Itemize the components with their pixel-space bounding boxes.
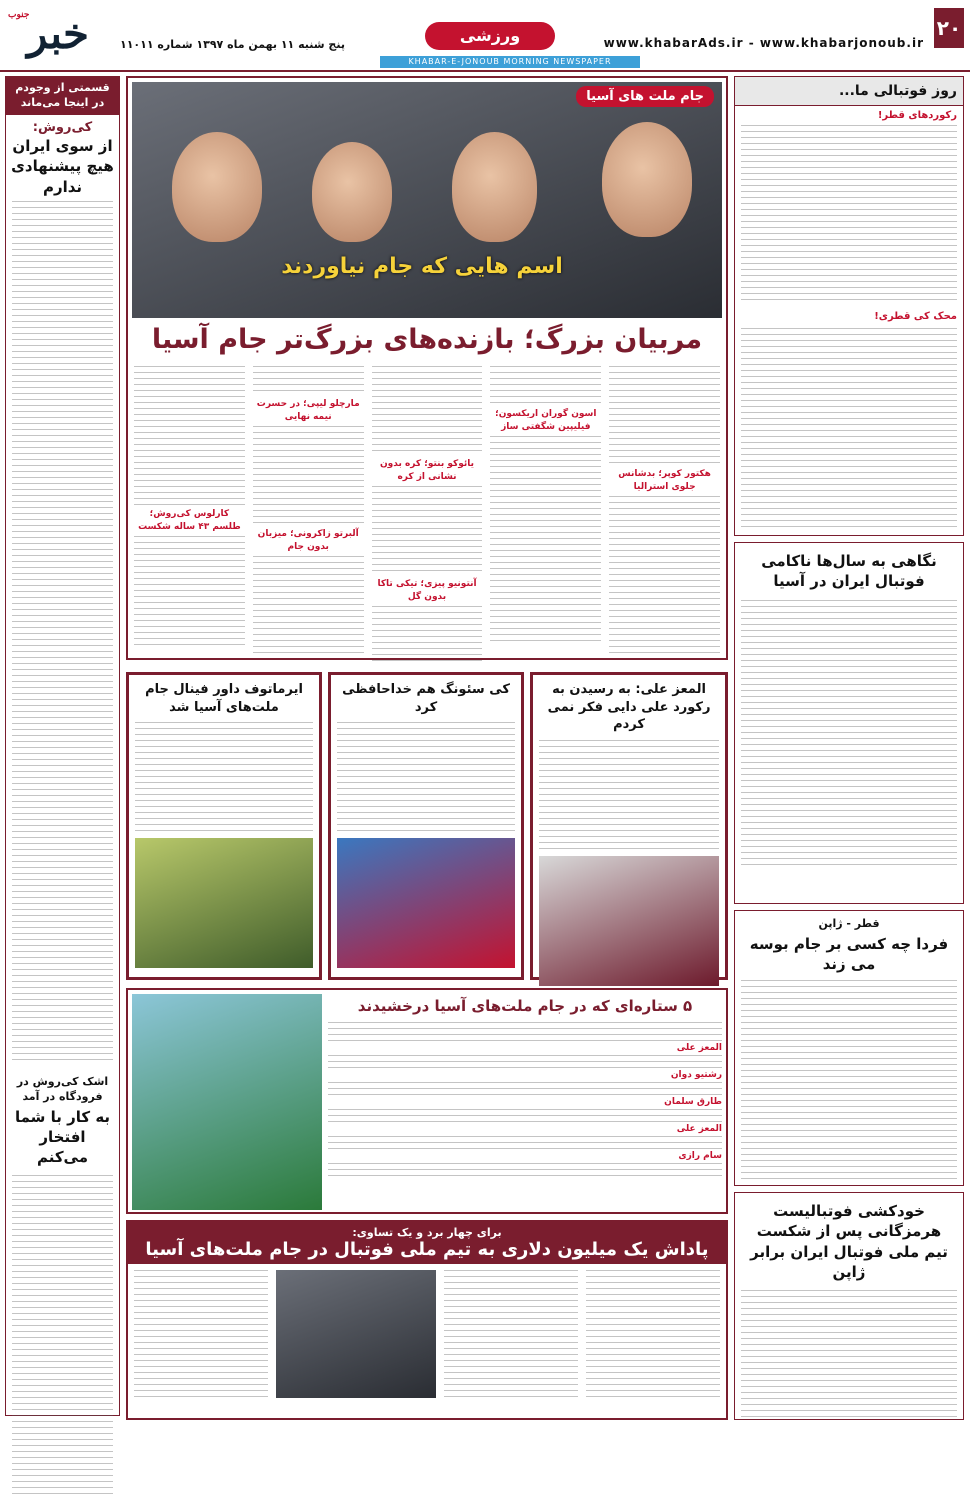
right-top-article [734, 76, 964, 536]
issue-date: پنج شنبه ۱۱ بهمن ماه ۱۳۹۷ شماره ۱۱۰۱۱ [120, 38, 345, 51]
left-kicker-2: اشک کی‌روش در فرودگاه در آمد [16, 1074, 109, 1103]
bonus-body [128, 1264, 726, 1404]
cup-badge: جام ملت های آسیا [576, 86, 714, 107]
star-name-2: رشتیو دوان [670, 1070, 722, 1080]
right-bottom-article [734, 1192, 964, 1420]
player-photo-korea [337, 838, 515, 968]
bonus-title: پاداش یک میلیون دلاری به تیم ملی فوتبال در جام ملت‌های آسیا [145, 1239, 709, 1260]
photo-overlay-title: اسم هایی که جام نیاوردند [281, 254, 563, 279]
masthead [0, 0, 970, 72]
main-col-2-text-a [490, 366, 601, 406]
main-col-4-text-a [253, 366, 364, 396]
right-qj-text [741, 980, 957, 1180]
star-name-5: سام رازی [678, 1151, 722, 1161]
subhead-cooper: هکتور کوپر؛ بدشانس جلوی استرالیا [618, 469, 711, 492]
bonus-text-1 [586, 1270, 720, 1398]
bonus-text-3 [134, 1270, 268, 1398]
right-bottom-text [741, 1290, 957, 1420]
left-title-lead: کی‌روش: [32, 119, 93, 135]
star-player-photo [132, 994, 322, 1210]
left-body-text-2 [12, 1175, 113, 1495]
main-col-3-text-b [372, 486, 483, 576]
left-title: از سوی ایران هیچ پیشنهادی ندارم [11, 137, 114, 196]
main-col-5 [134, 366, 245, 654]
main-col-5-text-a [134, 366, 245, 506]
coach-face-3 [452, 132, 537, 242]
subhead-zaccheroni: آلبرتو زاکرونی؛ میزبان بدون جام [257, 529, 359, 552]
bonus-header [128, 1222, 726, 1264]
card-title-almoez: المعز علی: به رسیدن به رکورد علی دایی فکر نمی کردم [547, 682, 711, 733]
subhead-eriksson: اسون گوران اریکسون؛ فیلیپین شگفتی ساز [495, 409, 597, 432]
coach-face-4 [602, 122, 692, 237]
subhead-lippi: مارچلو لیپی؛ در حسرت نیمه نهایی [256, 399, 360, 422]
subhead-queiroz: کارلوس کی‌روش؛ طلسم ۴۳ ساله شکست [138, 509, 241, 532]
main-col-2-text-b [490, 436, 601, 646]
card-ki-sung [328, 672, 524, 980]
card-irmatov [126, 672, 322, 980]
stars-article [126, 988, 728, 1214]
star-text-4 [328, 1136, 722, 1150]
right-qj-title: فردا چه کسی بر جام بوسه می زند [749, 934, 949, 974]
left-column [5, 76, 120, 1416]
star-text-1 [328, 1055, 722, 1069]
main-headline: مربیان بزرگ؛ بازنده‌های بزرگ‌تر جام آسیا [151, 324, 703, 355]
right-mid-title: نگاهی به سال‌ها ناکامی فوتبال ایران در آسیا [761, 552, 937, 591]
newspaper-logo: جنوب خبر [8, 9, 89, 58]
main-col-4 [253, 366, 364, 654]
main-col-1 [609, 366, 720, 654]
card-title-ki-sung: کی سئونگ هم خداحافظی کرد [342, 682, 510, 715]
left-kicker: قسمتی از وجودم در اینجا می‌ماند [6, 77, 119, 115]
main-col-2 [490, 366, 601, 654]
subhead-pizzi: آنتونیو پیزی؛ تیکی تاکا بدون گل [377, 579, 477, 602]
stars-title: ۵ ستاره‌ای که در جام ملت‌های آسیا درخشیدند [357, 997, 693, 1015]
main-col-1-text-a [609, 366, 720, 466]
star-name-4: المعز علی [676, 1124, 722, 1134]
stars-intro-text [328, 1022, 722, 1042]
card-title-irmatov: ایرماتوف داور فینال جام ملت‌های آسیا شد [145, 682, 303, 715]
subhead-bento: یائوکو بنتو؛ کره بدون نشانی از کره [379, 459, 475, 482]
card-text-almoez [539, 740, 719, 850]
stars-body [328, 1022, 722, 1177]
main-body-columns [134, 366, 720, 654]
main-col-5-text-b [134, 536, 245, 646]
right-top-text-2 [741, 328, 957, 528]
logo-sub: جنوب [8, 10, 30, 20]
referee-photo [135, 838, 313, 968]
right-top-sub-1: رکوردهای قطر! [877, 110, 957, 121]
section-label: ورزشی [425, 22, 555, 50]
star-name-3: طارق سلمان [664, 1097, 722, 1107]
right-mid-article [734, 542, 964, 904]
right-top-sub-2: محک کی قطری! [874, 311, 957, 322]
star-name-1: المعز علی [676, 1043, 722, 1053]
left-title-2: به کار با شما افتخار می‌کنم [14, 1107, 111, 1167]
team-photo [276, 1270, 437, 1398]
left-body-text [12, 201, 113, 1061]
card-text-ki-sung [337, 722, 515, 832]
star-text-2 [328, 1082, 722, 1096]
bonus-kicker: برای چهار برد و یک تساوی: [352, 1226, 502, 1239]
right-bottom-title: خودکشی فوتبالیست هرمزگانی پس از شکست تیم ملی فوتبال ایران برابر ژاپن [750, 1202, 948, 1281]
card-text-irmatov [135, 722, 313, 832]
main-article [126, 76, 728, 660]
star-text-5 [328, 1163, 722, 1177]
main-col-4-text-b [253, 426, 364, 526]
main-col-3 [372, 366, 483, 654]
coach-face-1 [172, 132, 262, 242]
coach-face-2 [312, 142, 392, 242]
page-number: ۲۰ [934, 8, 964, 48]
main-photo [132, 82, 722, 318]
bonus-article [126, 1220, 728, 1420]
star-text-3 [328, 1109, 722, 1123]
main-col-4-text-c [253, 556, 364, 656]
right-mid-text [741, 600, 957, 870]
right-qatar-japan-article [734, 910, 964, 1186]
main-col-3-text-c [372, 606, 483, 666]
main-col-1-text-b [609, 496, 720, 656]
right-qj-kicker: قطر - ژاپن [818, 917, 880, 930]
masthead-band: KHABAR-E-JONOUB MORNING NEWSPAPER [380, 56, 640, 68]
site-url[interactable]: www.khabarAds.ir - www.khabarjonoub.ir [603, 36, 924, 50]
card-almoez-ali [530, 672, 728, 980]
right-top-title: روز فوتبالی ما... [735, 77, 963, 106]
main-col-3-text-a [372, 366, 483, 456]
bonus-text-2 [444, 1270, 578, 1398]
right-top-text-1 [741, 125, 957, 305]
player-photo-qatar [539, 856, 719, 986]
